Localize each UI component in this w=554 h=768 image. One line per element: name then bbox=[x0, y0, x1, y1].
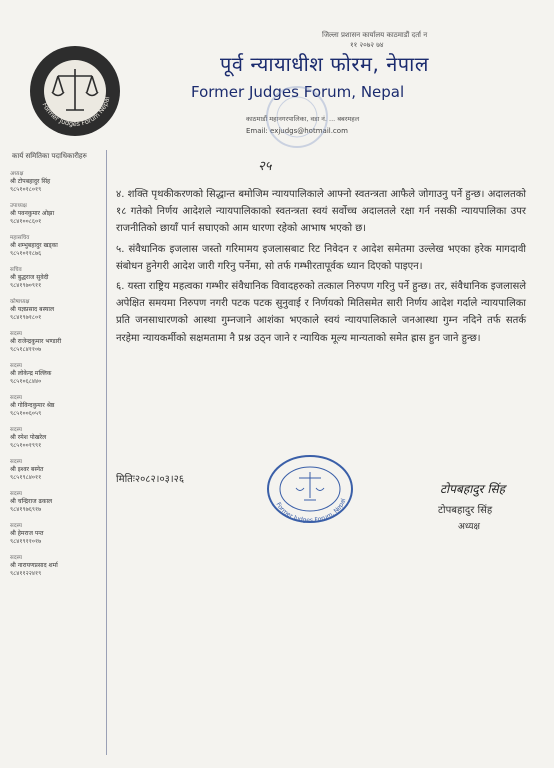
member-name: श्री इश्वर बस्नेत bbox=[10, 466, 44, 473]
member-name: श्री शम्भुबहादुर खड्का bbox=[10, 242, 58, 249]
member-role: सचिव bbox=[10, 267, 22, 273]
member-role: सदस्य bbox=[10, 459, 22, 465]
member-name: श्री यज्ञप्रसाद बस्याल bbox=[10, 306, 55, 313]
member-name: श्री नारायणप्रसाद शर्मा bbox=[10, 562, 58, 569]
member-role: सदस्य bbox=[10, 395, 22, 401]
member-item bbox=[10, 330, 102, 354]
member-name: श्री रमेश पोखरेल bbox=[10, 434, 47, 441]
member-name: श्री टोपबहादुर सिंह bbox=[10, 178, 51, 185]
member-item bbox=[10, 170, 102, 194]
member-item bbox=[10, 362, 102, 386]
forum-title-english: Former Judges Forum, Nepal bbox=[191, 83, 405, 101]
member-item bbox=[10, 490, 102, 514]
member-name: श्री हेमराज पन्त bbox=[10, 530, 44, 537]
member-role: सदस्य bbox=[10, 555, 22, 561]
forum-title-nepali: पूर्व न्यायाधीश फोरम, नेपाल bbox=[220, 52, 429, 76]
member-phone: ९८५१०१८०१९ bbox=[10, 186, 42, 193]
paragraph-4: ४. शक्ति पृथकीकरणको सिद्धान्त बमोजिम न्यायपालिकाले आफ्नो स्वतन्त्रता आफैले जोगाउनु पर्ने हुन्छ। अदालतको १८ गतेको निर्णय आदेशले न्यायपालिकाको स्वतन्त्रता स्वयं सर्वोच्च अदालतले रक्षा गर्न नसकी न्यायपालिका उपर राजनीतिको छायाँ पार्न सघाएको आम धारणा रहेको आभाष भएको छ। bbox=[116, 189, 526, 235]
member-name: श्री राजेन्द्रकुमार भण्डारी bbox=[10, 338, 62, 345]
member-item bbox=[10, 266, 102, 290]
handwritten-signature: टोपबहादुर सिंह bbox=[440, 482, 505, 496]
member-phone: ९८५१०६८४४० bbox=[10, 378, 42, 385]
member-role: उपाध्यक्ष bbox=[10, 203, 27, 209]
member-item bbox=[10, 522, 102, 546]
member-phone: ९८५१०११८७६ bbox=[10, 250, 42, 257]
paragraph-6: ६. यस्ता राष्ट्रिय महत्वका गम्भीर संवैधानिक विवादहरुको तत्काल निरुपण गरिनु पर्ने हुन्छ। तर, संवैधानिक इजलासले अपेक्षित समयमा निरुपण नगरी पटक पटक सुनुवाई र निर्णयको मितिसमेत सारी निर्णय आदेश गर्दाले न्यायपालिका प्रति जनसाधारणको आस्था गुम्नजाने आशंका भएकाले स्वयं न्यायपालिकाले जनआस्था गुम्न नदिने तर्फ सतर्क नरहेमा न्यायकर्मीको सक्षमतामा नै प्रश्न उठ्न जाने र न्यायिक मूल्य मान्यताको समेत ह्रास हुन जाने हुन्छ। bbox=[116, 281, 526, 344]
member-role: महासचिव bbox=[10, 235, 30, 241]
member-role: सदस्य bbox=[10, 363, 22, 369]
member-phone: ९८४१९७०९११ bbox=[10, 282, 42, 289]
member-item bbox=[10, 298, 102, 322]
member-phone: ९८४१९११०१७ bbox=[10, 538, 42, 545]
committee-title: कार्य समितिका पदाधिकारीहरु bbox=[12, 152, 87, 160]
member-phone: ९८४१९७६९१७ bbox=[10, 506, 42, 513]
member-phone: ९८५१८४११०७ bbox=[10, 346, 42, 353]
stamp-text: Former Judges Forum, Nepal bbox=[274, 497, 348, 524]
logo-text: Former Judges Forum Nepal bbox=[40, 95, 112, 129]
member-role: सदस्य bbox=[10, 523, 22, 529]
official-stamp bbox=[266, 454, 354, 524]
member-item bbox=[10, 554, 102, 578]
member-item bbox=[10, 394, 102, 418]
forum-email: Email: exjudgs@hotmail.com bbox=[246, 127, 348, 135]
registration-note-line2: ११ २०७२ ७४ bbox=[350, 41, 384, 49]
member-role: सदस्य bbox=[10, 331, 22, 337]
member-name: श्री बुद्धराज सुवेदी bbox=[10, 274, 49, 281]
member-item bbox=[10, 202, 102, 226]
member-role: अध्यक्ष bbox=[10, 171, 24, 177]
member-phone: ९८४११२२४१९ bbox=[10, 570, 42, 577]
forum-address: काठमाडौं महानगरपालिका, वडा नं. ... बबरमहल bbox=[246, 115, 360, 123]
member-role: सदस्य bbox=[10, 491, 22, 497]
member-phone: ९८५१००१९९१ bbox=[10, 442, 42, 449]
member-phone: ९८५१००६०५९ bbox=[10, 410, 42, 417]
letter-date: मितिः२०८२।०३।२६ bbox=[116, 474, 185, 485]
sidebar-divider bbox=[106, 150, 107, 755]
member-item bbox=[10, 426, 102, 450]
signer-title: अध्यक्ष bbox=[458, 522, 480, 532]
member-name: श्री गोविन्दकुमार श्रेष्ठ bbox=[10, 402, 55, 409]
member-item bbox=[10, 234, 102, 258]
member-item bbox=[10, 458, 102, 482]
member-name: श्री लोकेन्द्र मल्लिक bbox=[10, 370, 52, 377]
registration-note-line1: जिल्ला प्रशासन कार्यालय काठमाडौं दर्ता न bbox=[322, 31, 428, 39]
member-role: कोषाध्यक्ष bbox=[10, 299, 30, 305]
handwritten-mark: २५ bbox=[258, 159, 272, 174]
committee-members-list bbox=[10, 170, 102, 586]
member-name: श्री चन्द्रिराज ढकाल bbox=[10, 498, 53, 505]
signer-name: टोपबहादुर सिंह bbox=[438, 505, 493, 516]
registration-note bbox=[322, 30, 427, 50]
faint-stamp-impression bbox=[264, 84, 330, 150]
member-role: सदस्य bbox=[10, 427, 22, 433]
member-phone: ९८४१९७१८०१ bbox=[10, 314, 42, 321]
member-name: श्री पवनकुमार ओझा bbox=[10, 210, 55, 217]
member-phone: ९८५१९८४०११ bbox=[10, 474, 42, 481]
forum-logo bbox=[28, 44, 122, 138]
paragraph-5: ५. संवैधानिक इजलास जस्तो गरिमामय इजलासबाट रिट निवेदन र आदेश समेतमा उल्लेख भएका हरेक मागदावी संबोधन हुनेगरी आदेश जारी गरिनु पर्नेमा, सो तर्फ गम्भीरतापूर्वक ध्यान दिएको पाइएन। bbox=[116, 243, 526, 272]
letter-body bbox=[116, 186, 526, 350]
member-phone: ९८४१००८६०१ bbox=[10, 218, 42, 225]
